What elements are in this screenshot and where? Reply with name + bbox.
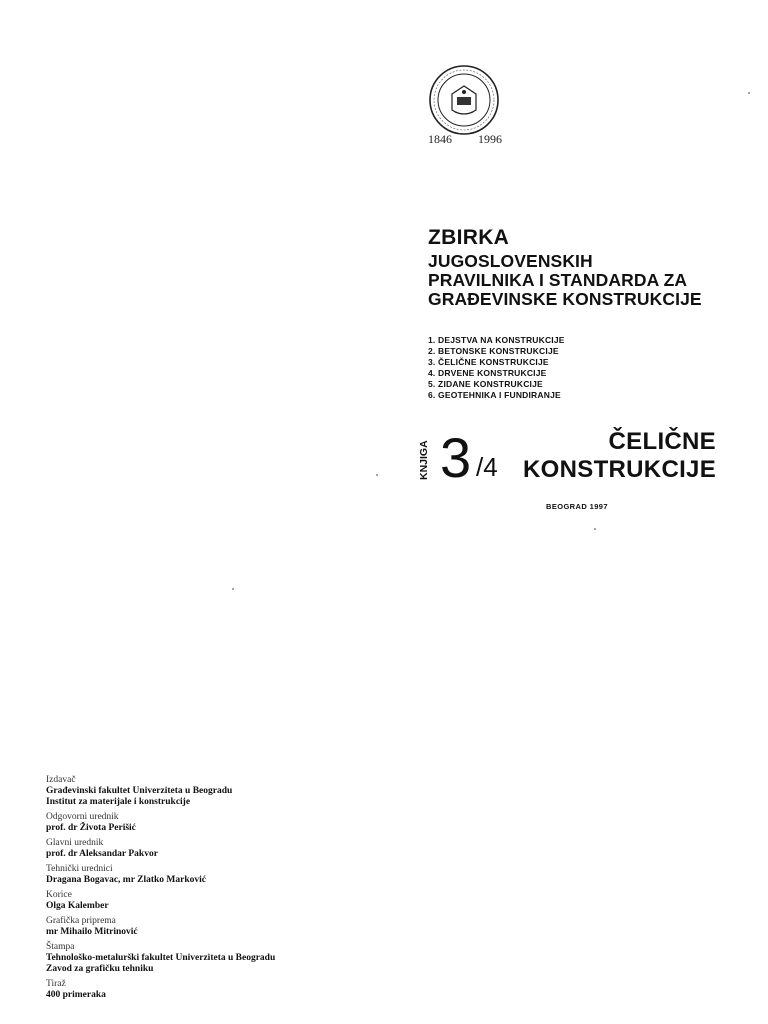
book-title: ZBIRKA bbox=[428, 226, 510, 249]
imprint-label: Štampa bbox=[46, 942, 75, 952]
imprint-label: Odgovorni urednik bbox=[46, 812, 119, 822]
imprint-value: Institut za materijale i konstrukcije bbox=[46, 797, 191, 807]
imprint-value: prof. dr Aleksandar Pakvor bbox=[46, 849, 158, 859]
imprint bbox=[46, 775, 376, 1005]
scan-speck bbox=[594, 528, 596, 530]
imprint-label: Grafička priprema bbox=[46, 916, 116, 926]
seal-year-start: 1846 bbox=[428, 132, 452, 146]
imprint-responsible-editor bbox=[46, 812, 376, 834]
imprint-value: Olga Kalember bbox=[46, 901, 109, 911]
list-item: 2. BETONSKE KONSTRUKCIJE bbox=[428, 346, 559, 356]
imprint-value: Zavod za grafičku tehniku bbox=[46, 964, 154, 974]
place-and-year: BEOGRAD 1997 bbox=[546, 502, 608, 511]
imprint-chief-editor bbox=[46, 838, 376, 860]
imprint-value: Tehnološko-metalurški fakultet Univerziteta u Beogradu bbox=[46, 953, 276, 963]
volume-number: 3 bbox=[440, 426, 472, 489]
imprint-label: Izdavač bbox=[46, 775, 76, 785]
imprint-value: Dragana Bogavac, mr Zlatko Marković bbox=[46, 875, 206, 885]
imprint-value: 400 primeraka bbox=[46, 990, 106, 1000]
university-seal-icon bbox=[428, 64, 500, 136]
subtitle-line: PRAVILNIKA I STANDARDA ZA bbox=[428, 270, 688, 290]
imprint-label: Glavni urednik bbox=[46, 838, 104, 848]
list-item: 1. DEJSTVA NA KONSTRUKCIJE bbox=[428, 335, 565, 345]
imprint-label: Korice bbox=[46, 890, 72, 900]
imprint-value: prof. dr Života Perišić bbox=[46, 823, 136, 833]
list-item: 6. GEOTEHNIKA I FUNDIRANJE bbox=[428, 390, 561, 400]
volume-part: /4 bbox=[476, 452, 498, 482]
list-item: 5. ZIDANE KONSTRUKCIJE bbox=[428, 379, 543, 389]
imprint-printing bbox=[46, 942, 376, 975]
scan-speck bbox=[232, 588, 234, 590]
volume-title bbox=[523, 428, 716, 484]
scan-speck bbox=[748, 92, 750, 94]
list-item: 4. DRVENE KONSTRUKCIJE bbox=[428, 368, 547, 378]
imprint-label: Tehnički urednici bbox=[46, 864, 113, 874]
scan-speck bbox=[376, 474, 378, 476]
list-item: 3. ČELIČNE KONSTRUKCIJE bbox=[428, 357, 549, 367]
imprint-value: mr Mihailo Mitrinović bbox=[46, 927, 138, 937]
imprint-technical-editors bbox=[46, 864, 376, 886]
imprint-print-run bbox=[46, 979, 376, 1001]
imprint-label: Tiraž bbox=[46, 979, 66, 989]
series-book-list bbox=[428, 335, 565, 401]
imprint-publisher bbox=[46, 775, 376, 808]
volume-title-line: KONSTRUKCIJE bbox=[523, 456, 716, 483]
seal-year-end: 1996 bbox=[478, 132, 502, 146]
volume-title-line: ČELIČNE bbox=[608, 428, 716, 455]
imprint-cover bbox=[46, 890, 376, 912]
volume-label: KNJIGA bbox=[418, 440, 430, 480]
subtitle-line: GRAĐEVINSKE KONSTRUKCIJE bbox=[428, 289, 702, 309]
imprint-prepress bbox=[46, 916, 376, 938]
book-subtitle bbox=[428, 252, 748, 309]
imprint-value: Građevinski fakultet Univerziteta u Beogradu bbox=[46, 786, 233, 796]
subtitle-line: JUGOSLOVENSKIH bbox=[428, 251, 593, 271]
